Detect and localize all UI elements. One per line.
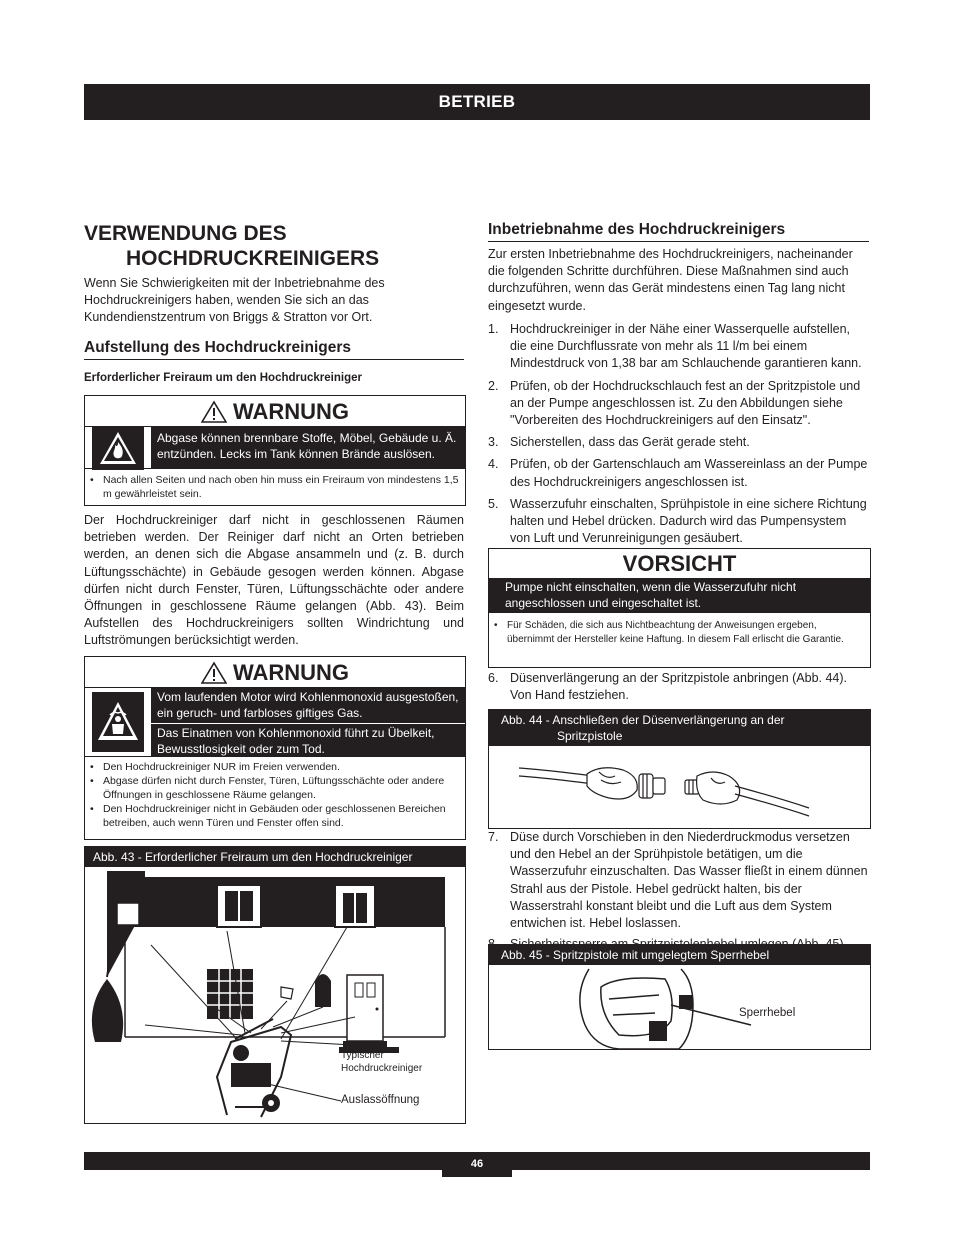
- step-number: 1.: [488, 322, 499, 336]
- caution-hazard-text: Pumpe nicht einschalten, wenn die Wasserzufuhr nicht angeschlossen und eingeschaltet ist.: [489, 578, 870, 613]
- step-text: Düse durch Vorschieben in den Niederdruckmodus versetzen und den Hebel an der Sprühpistole betätigen, um die Wasserzufuhr einzuschalten. Das Wasser fließt in einem dünnen Strahl aus der Pistole. Hebel gedrückt halten, bis der Wasserstrahl konstant bleibt und die Luft aus dem System entwichen ist. Hebel loslassen.: [510, 830, 868, 931]
- startup-heading: Inbetriebnahme des Hochdruckreinigers: [488, 221, 869, 242]
- label-exhaust: Auslassöffnung: [341, 1094, 420, 1106]
- figure-43-caption: Abb. 43 - Erforderlicher Freiraum um den Hochdruckreiniger: [85, 847, 465, 867]
- title-line-2: HOCHDRUCKREINIGERS: [126, 247, 380, 270]
- warning-triangle-icon: [201, 661, 227, 685]
- caution-bullet: • Für Schäden, die sich aus Nichtbeachtung der Anweisungen ergeben, übernimmt der Hersteller keine Haftung. In diesem Fall erlischt die Garantie.: [507, 619, 864, 647]
- step-text: Wasserzufuhr einschalten, Sprühpistole in eine sichere Richtung halten und Hebel drücken. Dadurch wird das Pumpensystem von Luft und Verunreinigungen gesäubert.: [510, 496, 867, 546]
- step-number: 2.: [488, 378, 499, 393]
- warning-header: [85, 396, 465, 427]
- caution-header: VORSICHT: [622, 551, 737, 576]
- step-number: 5.: [488, 496, 499, 511]
- page-title: [84, 221, 464, 271]
- warning-triangle-icon: [201, 400, 227, 424]
- warning-bullet: • Den Hochdruckreiniger nicht in Gebäuden oder geschlossenen Bereichen betreiben, auch wenn Türen und Fenster offen sind.: [103, 802, 459, 830]
- step-6: [488, 670, 869, 709]
- step-number: 4.: [488, 457, 499, 472]
- step-number: 3.: [488, 435, 499, 450]
- step-text: Prüfen, ob der Hochdruckschlauch fest an der Spritzpistole und an der Pumpe angeschlossen ist. Zu den Abbildungen siehe "Vorbereiten des Hochdruckreinigers auf den Einsatz".: [510, 378, 861, 428]
- step-number: 7.: [488, 830, 499, 844]
- step-item: [488, 378, 869, 430]
- step-item: [488, 829, 869, 932]
- startup-intro: Zur ersten Inbetriebnahme des Hochdruckreinigers, nacheinander die folgenden Schritte durchführen. Diese Maßnahmen sind auch durchzuführen, wenn das Gerät mindestens einen Tag lang nicht eingesetzt wurde.: [488, 247, 853, 313]
- warning-box-fire: [84, 395, 466, 506]
- warning-bullet: • Den Hochdruckreiniger NUR im Freien verwenden.: [103, 760, 459, 774]
- step-item: [488, 670, 869, 704]
- body-paragraph: Der Hochdruckreiniger darf nicht in geschlossenen Räumen betrieben werden. Der Reiniger darf nicht an Orten betrieben werden, an denen sich die Abgase ansammeln und (z. B. durch Lüftungsschächte) in Gebäude gesogen werden können. Abgase dürfen nicht durch Fenster, Türen, Lüftungsschächte oder andere Öffnungen in geschlossene Räume gelangen (Abb. 43). Beim Aufstellen des Hochdruckreinigers sollten Windrichtung und Luftströmungen berücksichtigt werden.: [84, 513, 464, 648]
- label-typical-unit-line-2: Hochdruckreiniger: [341, 1063, 423, 1074]
- co-hazard-text-1: Vom laufenden Motor wird Kohlenmonoxid ausgestoßen, ein geruch- und farbloses giftiges Gas.: [157, 690, 459, 720]
- figure-44-caption: [489, 710, 870, 746]
- section-header: BETRIEB: [84, 84, 870, 120]
- warning-box-co: [84, 656, 466, 840]
- step-item: [488, 321, 869, 373]
- figure-44-caption-line-1: Abb. 44 - Anschließen der Düsenverlängerung an der: [501, 713, 785, 727]
- warning-header: [85, 657, 465, 688]
- figure-45-caption: Abb. 45 - Spritzpistole mit umgelegtem Sperrhebel: [489, 945, 870, 965]
- clearance-heading: Erforderlicher Freiraum um den Hochdruckreiniger: [84, 372, 362, 384]
- house-clearance-illustration: [85, 867, 465, 1125]
- warning-bullet: • Abgase dürfen nicht durch Fenster, Türen, Lüftungsschächte oder andere Öffnungen in geschlossene Räume gelangen.: [103, 774, 459, 802]
- warning-bullet: • Nach allen Seiten und nach oben hin muss ein Freiraum von mindestens 1,5 m gewährleistet sein.: [103, 473, 459, 501]
- fire-hazard-text: Abgase können brennbare Stoffe, Möbel, Gebäude u. Ä. entzünden. Lecks im Tank können Brände auslösen.: [151, 427, 465, 468]
- step-number: 6.: [488, 671, 499, 685]
- step-item: [488, 496, 869, 548]
- page-number: 46: [442, 1152, 512, 1177]
- warning-title: WARNUNG: [232, 399, 350, 425]
- step-text: Hochdruckreiniger in der Nähe einer Wasserquelle aufstellen, die eine Durchflussrate von mehr als 11 l/m bei einem Mindestdruck von 1,38 bar am Schlauchende garantieren kann.: [510, 322, 862, 371]
- toxic-gas-hazard-icon: [92, 692, 144, 752]
- figure-45: [488, 944, 871, 1050]
- startup-steps-1-5: [488, 321, 869, 552]
- setup-heading: Aufstellung des Hochdruckreinigers: [84, 339, 464, 360]
- warning-title: WARNUNG: [232, 660, 350, 686]
- caution-box: [488, 548, 871, 668]
- figure-44: [488, 709, 871, 829]
- step-text: Düsenverlängerung an der Spritzpistole anbringen (Abb. 44). Von Hand festziehen.: [510, 671, 848, 703]
- intro-paragraph: Wenn Sie Schwierigkeiten mit der Inbetriebnahme des Hochdruckreinigers haben, wenden Sie sich an das Kundendienstzentrum von Briggs & Stratton vor Ort.: [84, 276, 385, 325]
- nozzle-connection-illustration: [489, 746, 870, 826]
- figure-43: [84, 846, 466, 1124]
- label-lock-lever: Sperrhebel: [739, 1007, 796, 1019]
- step-item: [488, 456, 869, 490]
- label-typical-unit: [341, 1049, 451, 1075]
- label-typical-unit-line-1: Typischer: [341, 1050, 384, 1061]
- steps-7-8: [488, 829, 869, 958]
- figure-44-caption-line-2: Spritzpistole: [557, 729, 623, 743]
- fire-hazard-icon: [92, 426, 144, 470]
- step-text: Sicherstellen, dass das Gerät gerade steht.: [510, 435, 750, 450]
- title-line-1: VERWENDUNG DES: [84, 222, 287, 245]
- step-item: [488, 434, 869, 451]
- spray-gun-lock-illustration: [489, 965, 870, 1051]
- step-text: Prüfen, ob der Gartenschlauch am Wassereinlass an der Pumpe des Hochdruckreinigers angeschlossen ist.: [510, 457, 868, 489]
- co-hazard-text-2: Das Einatmen von Kohlenmonoxid führt zu Übelkeit, Bewusstlosigkeit oder zum Tod.: [151, 723, 465, 757]
